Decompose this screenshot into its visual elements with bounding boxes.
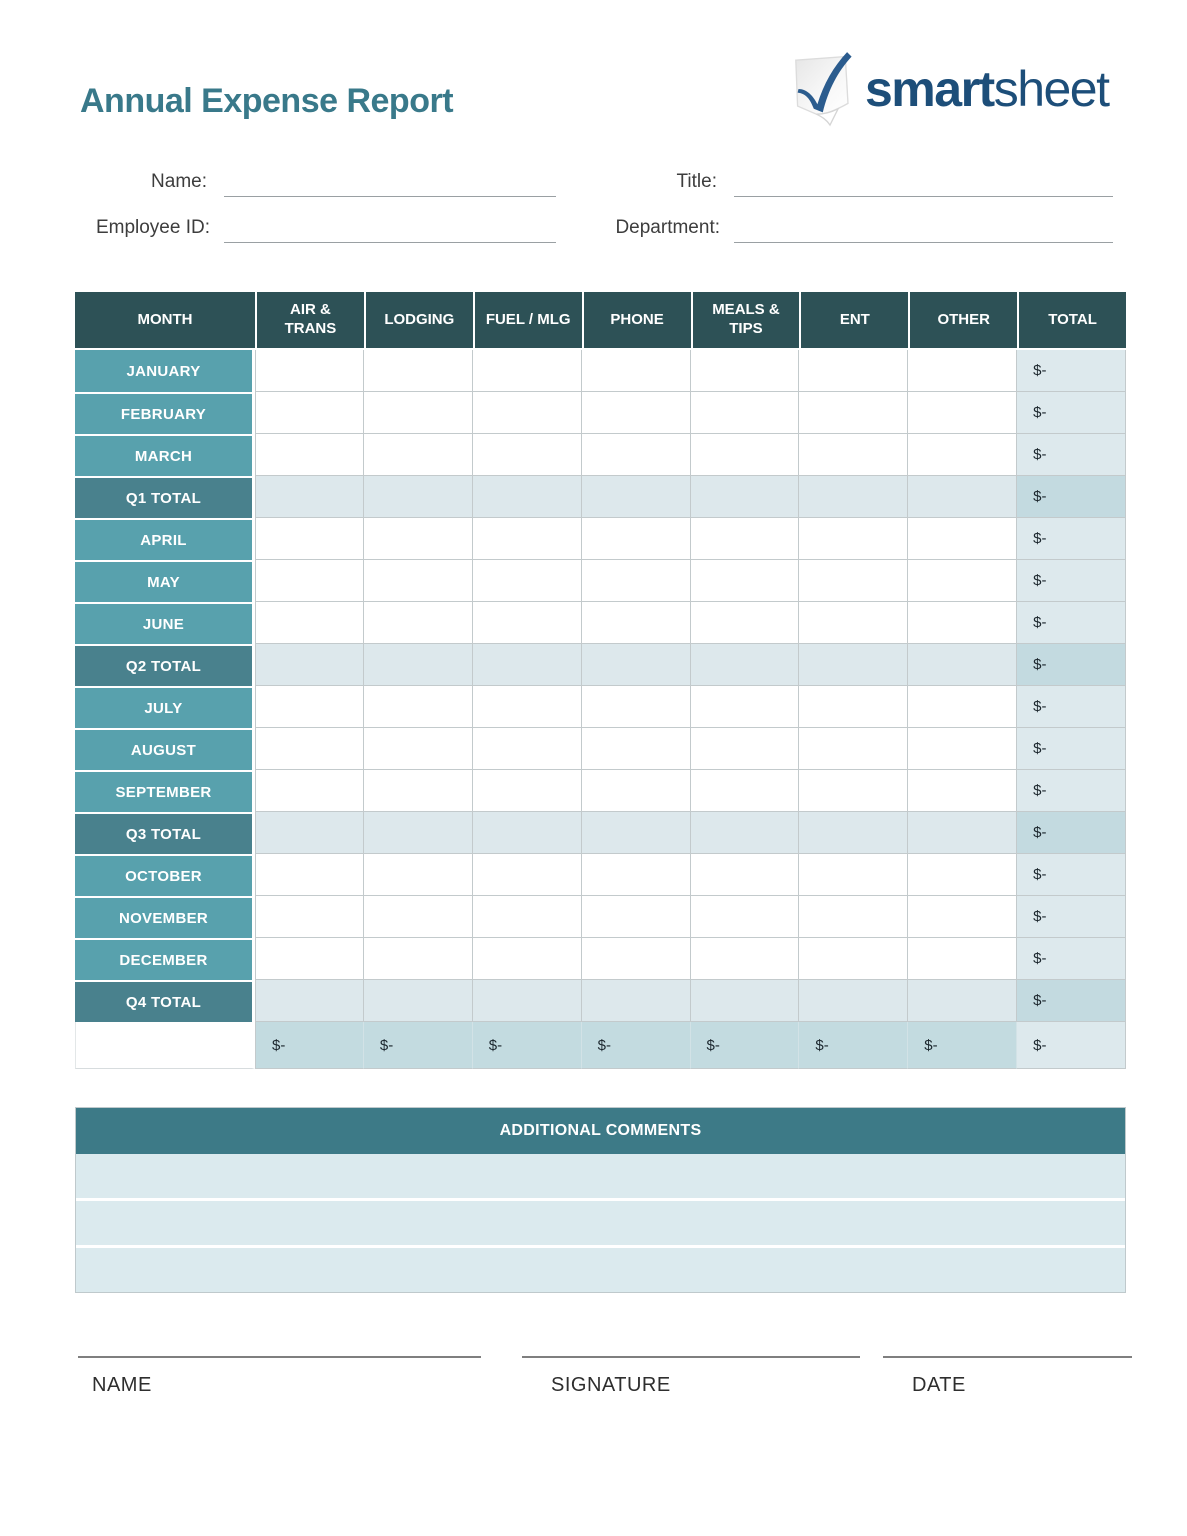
expense-cell[interactable] [908, 602, 1017, 644]
expense-cell[interactable] [691, 728, 800, 770]
month-row [75, 560, 1126, 602]
grand-total-cell: $- [473, 1022, 582, 1069]
expense-cell [908, 812, 1017, 854]
row-total-cell: $- [1017, 392, 1126, 434]
month-row [75, 770, 1126, 812]
expense-cell[interactable] [908, 770, 1017, 812]
name-signature-line[interactable] [78, 1356, 481, 1358]
month-row [75, 728, 1126, 770]
expense-cell[interactable] [799, 434, 908, 476]
row-total-cell: $- [1017, 434, 1126, 476]
expense-cell[interactable] [799, 686, 908, 728]
expense-cell[interactable] [908, 518, 1017, 560]
expense-cell[interactable] [582, 434, 691, 476]
month-row [75, 392, 1126, 434]
expense-cell[interactable] [255, 560, 364, 602]
month-label: JUNE [75, 602, 255, 644]
department-field[interactable] [734, 216, 1113, 243]
expense-cell[interactable] [473, 770, 582, 812]
quarter-total-label: Q3 TOTAL [75, 812, 255, 854]
expense-cell[interactable] [908, 854, 1017, 896]
row-total-cell: $- [1017, 854, 1126, 896]
name-label: Name: [151, 171, 207, 192]
row-total-cell: $- [1017, 476, 1126, 518]
brand-smart: smart [865, 61, 994, 117]
smartsheet-logo [785, 44, 1109, 134]
expense-cell[interactable] [473, 686, 582, 728]
expense-cell [799, 476, 908, 518]
month-label: NOVEMBER [75, 896, 255, 938]
table-header-row [75, 292, 1126, 350]
expense-cell[interactable] [473, 728, 582, 770]
expense-cell[interactable] [255, 770, 364, 812]
column-header-air-trans: AIR & TRANS [255, 292, 364, 350]
expense-cell[interactable] [473, 560, 582, 602]
expense-cell [908, 476, 1017, 518]
expense-cell[interactable] [799, 602, 908, 644]
expense-cell[interactable] [691, 560, 800, 602]
comment-row[interactable] [76, 1154, 1125, 1198]
expense-cell[interactable] [473, 938, 582, 980]
expense-cell[interactable] [364, 854, 473, 896]
expense-cell[interactable] [799, 938, 908, 980]
expense-cell[interactable] [582, 686, 691, 728]
expense-cell [364, 644, 473, 686]
expense-cell[interactable] [582, 728, 691, 770]
grand-total-cell: $- [255, 1022, 364, 1069]
expense-cell [473, 476, 582, 518]
row-total-cell: $- [1017, 980, 1126, 1022]
quarter-total-row [75, 980, 1126, 1022]
expense-cell[interactable] [473, 602, 582, 644]
expense-cell[interactable] [364, 350, 473, 392]
expense-cell [582, 644, 691, 686]
month-label: OCTOBER [75, 854, 255, 896]
expense-cell[interactable] [364, 938, 473, 980]
expense-cell [799, 644, 908, 686]
signature-sig-label: SIGNATURE [551, 1374, 671, 1396]
expense-cell[interactable] [364, 770, 473, 812]
month-label: APRIL [75, 518, 255, 560]
expense-cell [582, 812, 691, 854]
row-total-cell: $- [1017, 770, 1126, 812]
expense-cell[interactable] [473, 434, 582, 476]
expense-cell[interactable] [908, 896, 1017, 938]
row-total-cell: $- [1017, 686, 1126, 728]
row-total-cell: $- [1017, 812, 1126, 854]
expense-cell [799, 812, 908, 854]
expense-cell [582, 476, 691, 518]
column-header-meals-tips: MEALS & TIPS [691, 292, 800, 350]
expense-cell[interactable] [473, 518, 582, 560]
expense-cell[interactable] [364, 392, 473, 434]
comment-rows [76, 1154, 1125, 1292]
expense-cell[interactable] [908, 434, 1017, 476]
expense-cell[interactable] [255, 896, 364, 938]
expense-cell [473, 812, 582, 854]
expense-cell[interactable] [799, 392, 908, 434]
expense-cell [255, 980, 364, 1022]
expense-table-wrap [75, 292, 1126, 1069]
month-row [75, 602, 1126, 644]
expense-cell[interactable] [255, 854, 364, 896]
expense-cell[interactable] [691, 602, 800, 644]
month-row [75, 938, 1126, 980]
expense-cell [255, 812, 364, 854]
employee-id-label: Employee ID: [95, 217, 210, 238]
row-total-cell: $- [1017, 896, 1126, 938]
expense-cell[interactable] [691, 350, 800, 392]
expense-cell[interactable] [255, 686, 364, 728]
expense-cell [908, 980, 1017, 1022]
row-total-cell: $- [1017, 560, 1126, 602]
date-line[interactable] [883, 1356, 1132, 1358]
expense-cell [691, 812, 800, 854]
expense-cell[interactable] [799, 854, 908, 896]
expense-cell[interactable] [255, 602, 364, 644]
grand-total-label [75, 1022, 255, 1069]
expense-cell[interactable] [473, 392, 582, 434]
expense-cell [691, 644, 800, 686]
expense-cell [691, 476, 800, 518]
row-total-cell: $- [1017, 518, 1126, 560]
expense-cell[interactable] [364, 602, 473, 644]
expense-cell[interactable] [691, 518, 800, 560]
expense-cell [473, 644, 582, 686]
expense-cell[interactable] [799, 560, 908, 602]
column-header-month: MONTH [75, 292, 255, 350]
month-label: DECEMBER [75, 938, 255, 980]
expense-cell[interactable] [255, 434, 364, 476]
expense-cell [364, 476, 473, 518]
expense-cell[interactable] [582, 392, 691, 434]
expense-cell[interactable] [799, 728, 908, 770]
expense-cell[interactable] [582, 770, 691, 812]
expense-cell[interactable] [255, 938, 364, 980]
grand-total-cell: $- [908, 1022, 1017, 1069]
expense-cell[interactable] [908, 686, 1017, 728]
month-label: MAY [75, 560, 255, 602]
expense-cell[interactable] [255, 728, 364, 770]
quarter-total-label: Q2 TOTAL [75, 644, 255, 686]
row-total-cell: $- [1017, 938, 1126, 980]
expense-table [75, 292, 1126, 1069]
month-row [75, 350, 1126, 392]
signature-line[interactable] [522, 1356, 860, 1358]
quarter-total-row [75, 812, 1126, 854]
expense-cell[interactable] [582, 518, 691, 560]
expense-cell[interactable] [255, 392, 364, 434]
expense-cell[interactable] [582, 854, 691, 896]
grand-total-cell: $- [691, 1022, 800, 1069]
quarter-total-row [75, 476, 1126, 518]
expense-cell[interactable] [908, 392, 1017, 434]
month-label: JANUARY [75, 350, 255, 392]
column-header-fuel-mlg: FUEL / MLG [473, 292, 582, 350]
table-body [75, 350, 1126, 1069]
expense-cell[interactable] [364, 560, 473, 602]
expense-cell[interactable] [582, 896, 691, 938]
expense-cell [691, 980, 800, 1022]
expense-cell[interactable] [473, 854, 582, 896]
brand-sheet: sheet [993, 61, 1109, 117]
additional-comments-header: ADDITIONAL COMMENTS [76, 1108, 1125, 1154]
grand-total-sum-cell: $- [1017, 1022, 1126, 1069]
row-total-cell: $- [1017, 728, 1126, 770]
grand-total-row [75, 1022, 1126, 1069]
expense-cell[interactable] [691, 896, 800, 938]
title-field[interactable] [734, 170, 1113, 197]
name-sig-label: NAME [92, 1374, 152, 1396]
column-header-lodging: LODGING [364, 292, 473, 350]
additional-comments-section [75, 1107, 1126, 1293]
expense-cell[interactable] [364, 728, 473, 770]
month-label: MARCH [75, 434, 255, 476]
expense-cell [364, 980, 473, 1022]
month-row [75, 434, 1126, 476]
page-title: Annual Expense Report [80, 82, 454, 120]
expense-cell[interactable] [799, 518, 908, 560]
month-row [75, 686, 1126, 728]
expense-cell [473, 980, 582, 1022]
comment-row[interactable] [76, 1198, 1125, 1245]
expense-cell[interactable] [364, 518, 473, 560]
expense-cell[interactable] [364, 434, 473, 476]
column-header-other: OTHER [908, 292, 1017, 350]
expense-cell [582, 980, 691, 1022]
column-header-ent: ENT [799, 292, 908, 350]
expense-cell[interactable] [255, 350, 364, 392]
expense-cell[interactable] [908, 728, 1017, 770]
expense-cell[interactable] [473, 350, 582, 392]
expense-cell[interactable] [691, 686, 800, 728]
expense-cell [255, 476, 364, 518]
grand-total-cell: $- [364, 1022, 473, 1069]
month-row [75, 854, 1126, 896]
expense-cell [799, 980, 908, 1022]
expense-cell [364, 812, 473, 854]
month-label: FEBRUARY [75, 392, 255, 434]
grand-total-cell: $- [582, 1022, 691, 1069]
expense-cell[interactable] [691, 770, 800, 812]
expense-cell[interactable] [908, 350, 1017, 392]
expense-cell[interactable] [691, 938, 800, 980]
expense-cell[interactable] [582, 350, 691, 392]
month-label: JULY [75, 686, 255, 728]
expense-cell[interactable] [908, 560, 1017, 602]
brand-wordmark [865, 44, 1109, 134]
expense-cell[interactable] [691, 392, 800, 434]
row-total-cell: $- [1017, 644, 1126, 686]
comment-row[interactable] [76, 1245, 1125, 1292]
quarter-total-label: Q4 TOTAL [75, 980, 255, 1022]
expense-cell[interactable] [582, 938, 691, 980]
expense-cell[interactable] [908, 938, 1017, 980]
name-field[interactable] [224, 170, 556, 197]
table-header [75, 292, 1126, 350]
expense-cell [255, 644, 364, 686]
month-label: AUGUST [75, 728, 255, 770]
grand-total-cell: $- [799, 1022, 908, 1069]
column-header-total: TOTAL [1017, 292, 1126, 350]
department-label: Department: [615, 217, 720, 238]
smartsheet-check-page-icon [785, 44, 857, 134]
expense-cell[interactable] [799, 350, 908, 392]
expense-cell[interactable] [691, 854, 800, 896]
expense-cell [908, 644, 1017, 686]
column-header-phone: PHONE [582, 292, 691, 350]
month-label: SEPTEMBER [75, 770, 255, 812]
expense-cell[interactable] [582, 602, 691, 644]
expense-cell[interactable] [364, 896, 473, 938]
month-row [75, 518, 1126, 560]
expense-cell[interactable] [799, 896, 908, 938]
row-total-cell: $- [1017, 350, 1126, 392]
quarter-total-label: Q1 TOTAL [75, 476, 255, 518]
row-total-cell: $- [1017, 602, 1126, 644]
expense-cell[interactable] [582, 560, 691, 602]
employee-id-field[interactable] [224, 216, 556, 243]
month-row [75, 896, 1126, 938]
title-label: Title: [676, 171, 717, 192]
expense-cell[interactable] [364, 686, 473, 728]
quarter-total-row [75, 644, 1126, 686]
expense-cell[interactable] [473, 896, 582, 938]
expense-cell[interactable] [255, 518, 364, 560]
expense-cell[interactable] [799, 770, 908, 812]
date-sig-label: DATE [912, 1374, 966, 1396]
expense-cell[interactable] [691, 434, 800, 476]
